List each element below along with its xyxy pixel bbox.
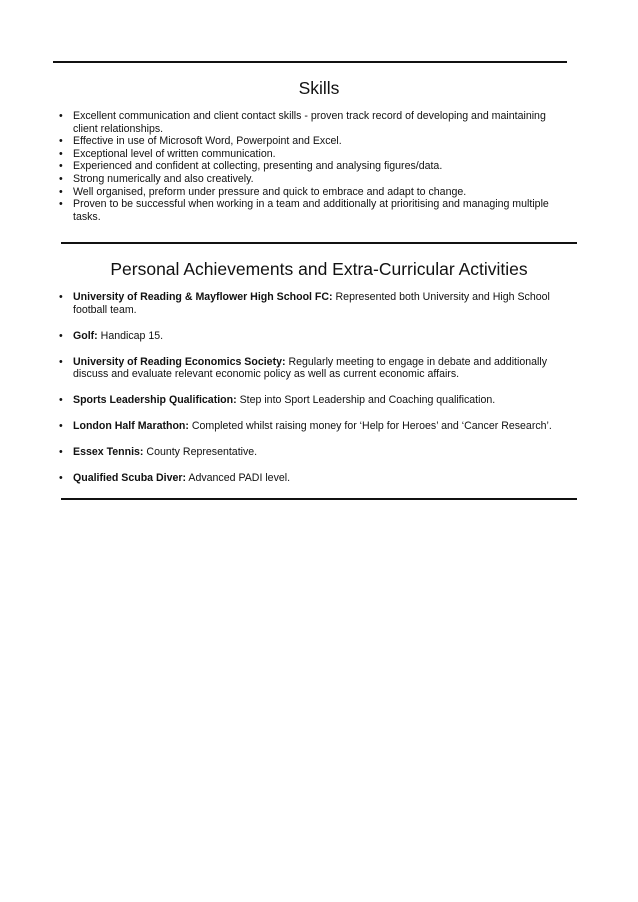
bullet-icon: •: [59, 394, 63, 407]
skills-list: [59, 110, 559, 223]
list-item: [59, 394, 564, 407]
bullet-icon: •: [59, 110, 63, 122]
skill-text: Effective in use of Microsoft Word, Powerpoint and Excel.: [73, 135, 342, 148]
list-item: [59, 356, 564, 381]
skill-text: Strong numerically and also creatively.: [73, 172, 254, 185]
bullet-icon: •: [59, 472, 63, 485]
achievement-title: University of Reading Economics Society:: [73, 355, 286, 368]
list-item: [59, 186, 559, 199]
bullet-icon: •: [59, 198, 63, 211]
list-item: [59, 160, 559, 173]
skill-text: Exceptional level of written communication.: [73, 147, 276, 160]
achievement-title: London Half Marathon:: [73, 420, 189, 433]
list-item: [59, 472, 564, 485]
bottom-divider: [61, 498, 577, 500]
skill-text: Well organised, preform under pressure and quick to embrace and adapt to change.: [73, 185, 467, 198]
achievement-title: Sports Leadership Qualification:: [73, 394, 237, 407]
achievements-list: [59, 291, 564, 498]
bullet-icon: •: [59, 355, 63, 368]
skill-text: Excellent communication and client contact skills - proven track record of developing and maintaining client relationships.: [73, 110, 546, 135]
achievement-text: Step into Sport Leadership and Coaching qualification.: [236, 394, 496, 407]
achievement-text: Regularly meeting to engage in debate and additionally discuss and evaluate relevant economic policy as well as current economic affairs.: [73, 355, 548, 381]
bullet-icon: •: [59, 135, 63, 148]
bullet-icon: •: [59, 160, 63, 173]
list-item: [59, 198, 559, 223]
achievement-text: Represented both University and High School football team.: [73, 291, 550, 316]
list-item: [59, 330, 564, 343]
bullet-icon: •: [59, 446, 63, 459]
bullet-icon: •: [59, 172, 63, 185]
achievement-text: County Representative.: [143, 446, 258, 459]
list-item: [59, 420, 564, 433]
achievement-title: University of Reading & Mayflower High School FC:: [73, 291, 333, 303]
achievement-text: Advanced PADI level.: [186, 472, 291, 485]
list-item: [59, 173, 559, 186]
list-item: [59, 291, 564, 316]
list-item: [59, 110, 559, 135]
middle-divider: [61, 242, 577, 244]
top-divider: [53, 61, 567, 63]
achievements-heading: Personal Achievements and Extra-Curricular Activities: [110, 259, 528, 279]
list-item: [59, 148, 559, 161]
bullet-icon: •: [59, 420, 63, 433]
achievement-text: Completed whilst raising money for ‘Help for Heroes’ and ‘Cancer Research’.: [188, 420, 552, 433]
achievement-title: Golf:: [73, 329, 98, 342]
list-item: [59, 135, 559, 148]
achievement-text: Handicap 15.: [97, 329, 164, 342]
skill-text: Proven to be successful when working in a team and additionally at prioritising and managing multiple tasks.: [73, 198, 549, 223]
bullet-icon: •: [59, 185, 63, 198]
achievement-title: Qualified Scuba Diver:: [73, 472, 187, 485]
skills-heading: Skills: [298, 78, 340, 98]
bullet-icon: •: [59, 147, 63, 160]
bullet-icon: •: [59, 329, 63, 342]
skill-text: Experienced and confident at collecting, presenting and analysing figures/data.: [73, 160, 443, 173]
achievement-title: Essex Tennis:: [73, 446, 144, 459]
bullet-icon: •: [59, 291, 63, 303]
list-item: [59, 446, 564, 459]
